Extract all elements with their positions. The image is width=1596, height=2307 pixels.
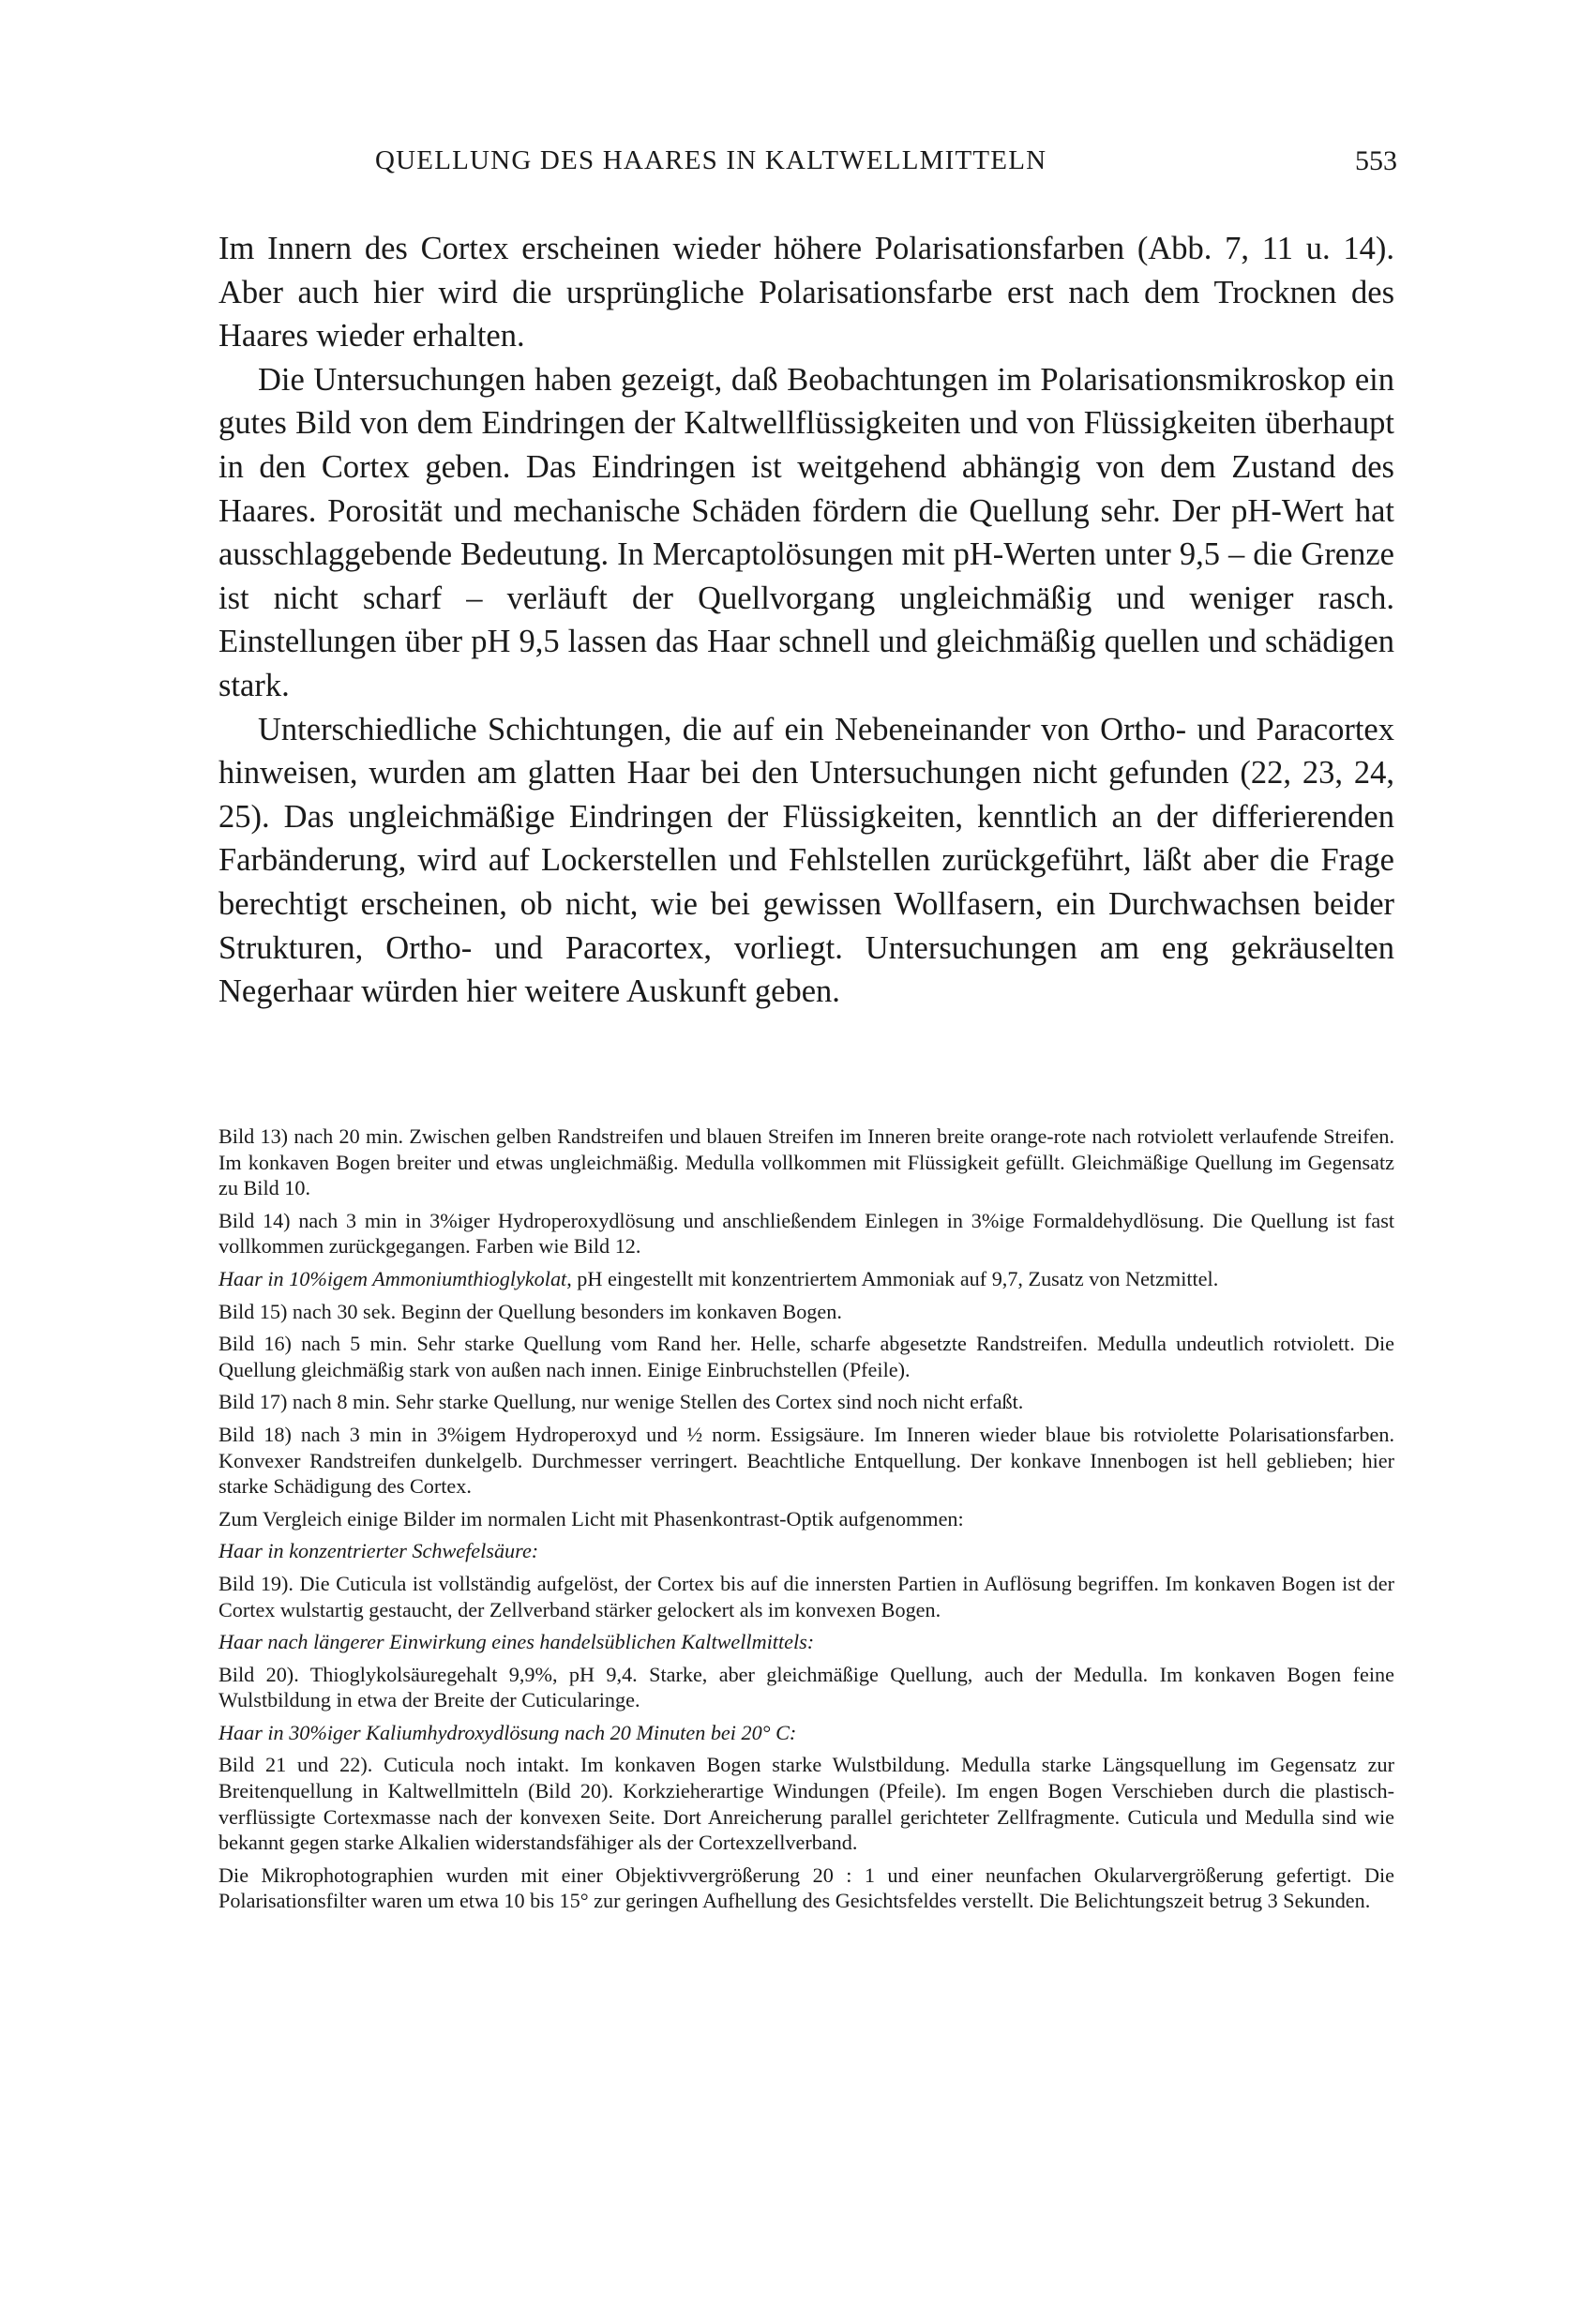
figure-caption [218, 1662, 1394, 1713]
caption-text: Bild 15) nach 30 sek. Beginn der Quellung besonders im konkaven Bogen. [218, 1299, 842, 1323]
caption-text: Die Mikrophotographien wurden mit einer Objektivvergrößerung 20 : 1 und einer neunfachen Okularvergrößerung gefertigt. Die Polarisationsfilter waren um etwa 10 bis 15° zur geringen Aufhellung des Gesichtsfeldes verstellt. Die Belichtungszeit betrug 3 Sekunden. [218, 1862, 1394, 1913]
caption-text: Bild 20). Thioglykolsäuregehalt 9,9%, pH 9,4. Starke, aber gleichmäßige Quellung, auch der Medulla. Im konkaven Bogen feine Wulstbildung in etwa der Breite der Cuticularinge. [218, 1662, 1394, 1712]
body-text [218, 227, 1394, 1014]
running-title: QUELLUNG DES HAARES IN KALTWELLMITTELN [375, 145, 1047, 175]
figure-captions [218, 1123, 1394, 1921]
paragraph: Im Innern des Cortex erscheinen wieder höhere Polarisationsfarben (Abb. 7, 11 u. 14). Aber auch hier wird die ursprüngliche Polarisationsfarbe erst nach dem Trocknen des Haares wieder erhalten. [218, 231, 1394, 354]
figure-caption [218, 1862, 1394, 1914]
caption-text: , pH eingestellt mit konzentriertem Ammoniak auf 9,7, Zusatz von Netzmittel. [566, 1266, 1219, 1290]
figure-caption [218, 1720, 1394, 1746]
caption-heading: Haar in konzentrierter Schwefelsäure: [218, 1539, 539, 1563]
caption-text: Bild 14) nach 3 min in 3%iger Hydroperoxydlösung und anschließendem Einlegen in 3%ige Formaldehydlösung. Die Quellung ist fast vollkommen zurückgegangen. Farben wie Bild 12. [218, 1208, 1394, 1259]
caption-text: Bild 13) nach 20 min. Zwischen gelben Randstreifen und blauen Streifen im Inneren breite orange-rote nach rotviolett verlaufende Streifen. Im konkaven Bogen breiter und etwas ungleichmäßig. Medulla vollkommen mit Flüssigkeit gefüllt. Gleichmäßige Quellung im Gegensatz zu Bild 10. [218, 1124, 1394, 1200]
caption-text: Bild 21 und 22). Cuticula noch intakt. Im konkaven Bogen starke Wulstbildung. Medulla starke Längsquellung im Gegensatz zur Breitenquellung in Kaltwellmitteln (Bild 20). Korkzieherartige Windungen (Pfeile). Im engen Bogen Verschieben durch die plastisch-verflüssigte Cortexmasse nach der konvexen Seite. Dort Anreicherung parallel gerichteter Zellfragmente. Cuticula und Medulla sind wie bekannt gegen starke Alkalien widerstandsfähiger als der Cortexzellverband. [218, 1753, 1394, 1855]
figure-caption [218, 1752, 1394, 1855]
figure-caption [218, 1299, 1394, 1325]
figure-caption [218, 1208, 1394, 1259]
caption-heading: Haar in 10%igem Ammoniumthioglykolat [218, 1266, 567, 1290]
paragraph: Die Untersuchungen haben gezeigt, daß Beobachtungen im Polarisationsmikroskop ein gutes Bild von dem Eindringen der Kaltwellflüssigkeiten und von Flüssigkeiten überhaupt in den Cortex geben. Das Eindringen ist weitgehend abhängig von dem Zustand des Haares. Porosität und mechanische Schäden fördern die Quellung sehr. Der pH-Wert hat ausschlaggebende Bedeutung. In Mercaptolösungen mit pH-Werten unter 9,5 – die Grenze ist nicht scharf – verläuft der Quellvorgang ungleichmäßig und weniger rasch. Einstellungen über pH 9,5 lassen das Haar schnell und gleichmäßig quellen und schädigen stark. [218, 361, 1394, 703]
figure-caption [218, 1629, 1394, 1655]
caption-text: Bild 19). Die Cuticula ist vollständig aufgelöst, der Cortex bis auf die innersten Partien in Auflösung begriffen. Im konkaven Bogen ist der Cortex wulstartig gestaucht, der Zellverband stärker gelockert als im konvexen Bogen. [218, 1571, 1394, 1621]
figure-caption [218, 1389, 1394, 1415]
caption-text: Zum Vergleich einige Bilder im normalen Licht mit Phasenkontrast-Optik aufgenommen: [218, 1506, 964, 1530]
figure-caption [218, 1538, 1394, 1564]
page-number: 553 [1355, 145, 1397, 176]
caption-text: Bild 18) nach 3 min in 3%igem Hydroperoxyd und ½ norm. Essigsäure. Im Inneren wieder blaue bis rotviolette Polarisationsfarben. Konvexer Randstreifen dunkelgelb. Durchmesser verringert. Beachtliche Entquellung. Der konkave Innenbogen ist hell geblieben; hier starke Schädigung des Cortex. [218, 1422, 1394, 1499]
figure-caption [218, 1266, 1394, 1292]
figure-caption [218, 1123, 1394, 1201]
caption-heading: Haar nach längerer Einwirkung eines handelsüblichen Kaltwellmittels: [218, 1630, 815, 1654]
figure-caption [218, 1422, 1394, 1500]
caption-heading: Haar in 30%iger Kaliumhydroxydlösung nach 20 Minuten bei 20° C: [218, 1720, 797, 1744]
caption-text: Bild 16) nach 5 min. Sehr starke Quellung vom Rand her. Helle, scharfe abgesetzte Randstreifen. Medulla undeutlich rotviolett. Die Quellung gleichmäßig stark von außen nach innen. Einige Einbruchstellen (Pfeile). [218, 1332, 1394, 1381]
figure-caption [218, 1506, 1394, 1532]
running-header [375, 145, 1397, 187]
paragraph: Unterschiedliche Schichtungen, die auf ein Nebeneinander von Ortho- und Paracortex hinweisen, wurden am glatten Haar bei den Untersuchungen nicht gefunden (22, 23, 24, 25). Das ungleichmäßige Eindringen der Flüssigkeiten, kenntlich an der differierenden Farbänderung, wird auf Lockerstellen und Fehlstellen zurückgeführt, läßt aber die Frage berechtigt erscheinen, ob nicht, wie bei gewissen Wollfasern, ein Durchwachsen beider Strukturen, Ortho- und Paracortex, vorliegt. Untersuchungen am eng gekräuselten Negerhaar würden hier weitere Auskunft geben. [218, 711, 1394, 1010]
caption-text: Bild 17) nach 8 min. Sehr starke Quellung, nur wenige Stellen des Cortex sind noch nicht erfaßt. [218, 1390, 1024, 1414]
figure-caption [218, 1571, 1394, 1622]
figure-caption [218, 1331, 1394, 1382]
